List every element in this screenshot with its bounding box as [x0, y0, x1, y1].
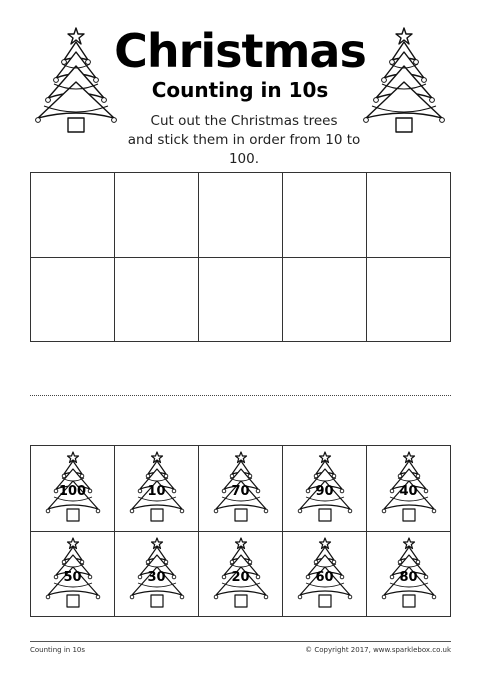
- tree-number: 60: [315, 569, 334, 585]
- tree-card[interactable]: [367, 532, 451, 618]
- tree-number: 10: [147, 484, 166, 499]
- tree-number: 20: [231, 569, 250, 585]
- worksheet-subtitle: Counting in 10s: [151, 78, 329, 102]
- tree-card[interactable]: [199, 446, 283, 532]
- tree-number: 80: [399, 569, 418, 585]
- answer-cell[interactable]: [31, 173, 115, 258]
- tree-number: 30: [147, 569, 166, 585]
- answer-cell[interactable]: [115, 173, 199, 258]
- answer-cell[interactable]: [199, 173, 283, 258]
- tree-number: 100: [58, 484, 87, 499]
- tree-number: 70: [231, 484, 250, 499]
- footer-title: Counting in 10s: [30, 646, 85, 654]
- tree-card[interactable]: [31, 446, 115, 532]
- tree-number: 40: [399, 484, 418, 499]
- tree-card[interactable]: [199, 532, 283, 618]
- instruction-line: Cut out the Christmas trees: [150, 113, 338, 129]
- tree-number: 50: [63, 569, 82, 585]
- tree-card[interactable]: [115, 446, 199, 532]
- tree-card[interactable]: [367, 446, 451, 532]
- worksheet-title: Christmas: [114, 24, 366, 78]
- instruction-line: and stick them in order from 10 to 100.: [127, 132, 361, 167]
- footer-copyright: © Copyright 2017, www.sparklebox.co.uk: [305, 646, 451, 654]
- tree-card[interactable]: [283, 446, 367, 532]
- answer-cell[interactable]: [31, 258, 115, 343]
- answer-cell[interactable]: [283, 258, 367, 343]
- tree-number: 90: [315, 484, 334, 499]
- tree-card[interactable]: [115, 532, 199, 618]
- answer-cell[interactable]: [367, 173, 451, 258]
- footer-rule: [30, 641, 451, 642]
- answer-cell[interactable]: [115, 258, 199, 343]
- answer-cell[interactable]: [283, 173, 367, 258]
- tree-card[interactable]: [31, 532, 115, 618]
- instructions: [118, 112, 370, 169]
- cut-line: [30, 395, 451, 396]
- tree-card[interactable]: [283, 532, 367, 618]
- answer-grid: [30, 172, 451, 342]
- answer-cell[interactable]: [367, 258, 451, 343]
- tree-card-grid: [30, 445, 451, 617]
- answer-cell[interactable]: [199, 258, 283, 343]
